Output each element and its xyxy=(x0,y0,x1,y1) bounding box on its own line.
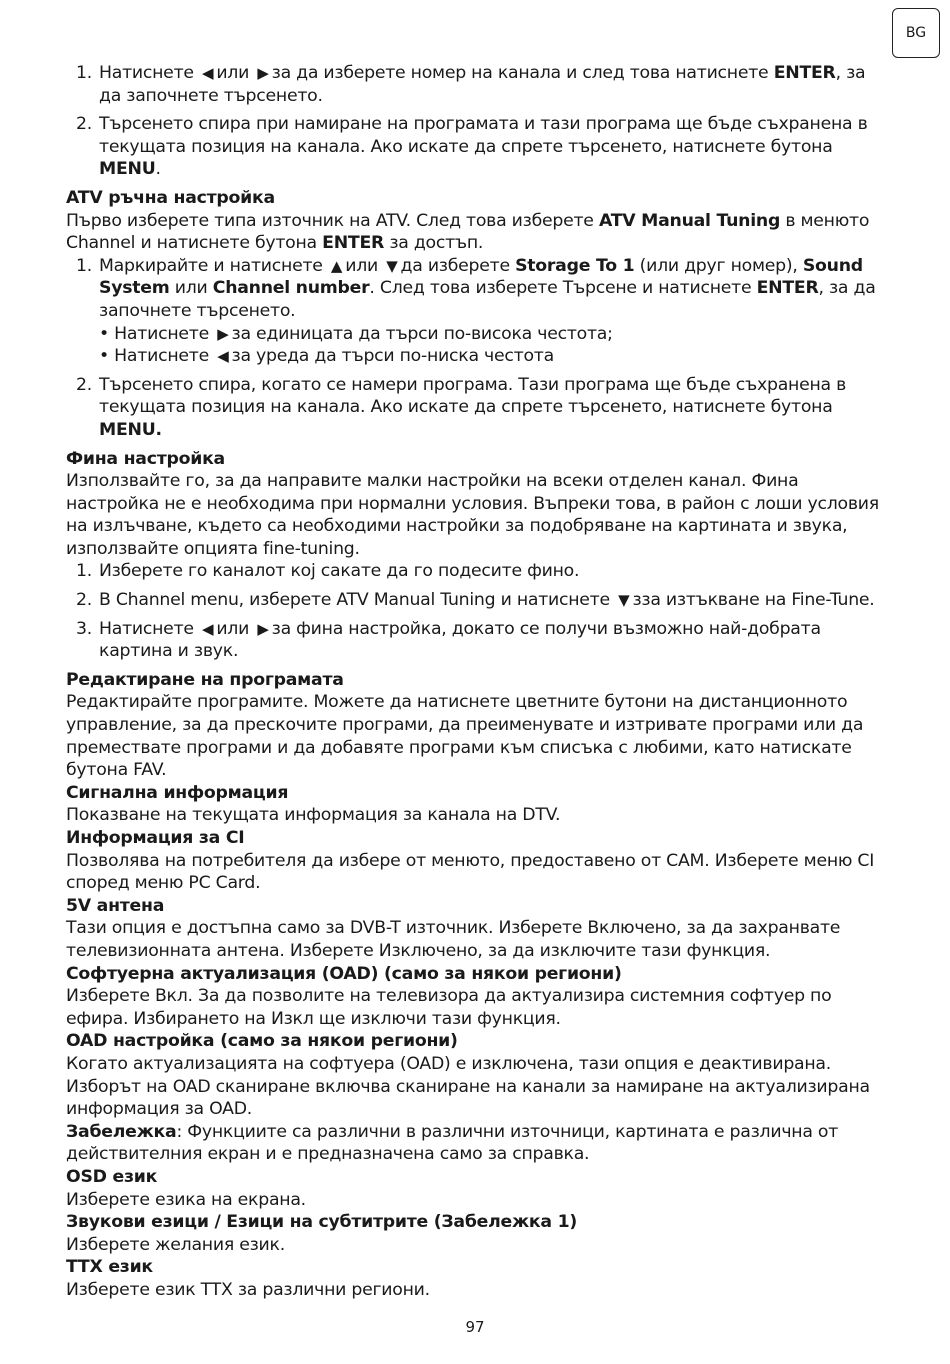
section-paragraph: Изберете езика на екрана. xyxy=(66,1189,306,1210)
text: Търсенето спира при намиране на програмата и тази програма ще бъде съхранена в текущата позиция на канала. Ако искате да спрете търсенето, натиснете бутона xyxy=(99,114,868,157)
list-number: 2. xyxy=(76,374,92,395)
text: Изберете го каналот кој сакате да го подесите фино. xyxy=(99,561,580,582)
text: за фина настройка, докато се получи възможно най-добрата картина и звук. xyxy=(99,618,821,662)
text: да изберете xyxy=(400,255,510,276)
section-paragraph: Използвайте го, за да направите малки настройки на всеки отделен канал. Фина настройка не е необходима при нормални условия. Въпреки това, в район с лоши условия на излъчване, където са необходими настройки за подобряване на картината и звука, използвайте опцията fine-tuning. xyxy=(66,471,879,559)
text: Натиснете xyxy=(99,63,194,83)
section-heading: ATV ръчна настройка xyxy=(66,187,275,208)
enter-key-label: ENTER xyxy=(322,233,385,254)
arrow-right-icon: ▶ xyxy=(257,619,269,638)
note-label: Забележка xyxy=(66,1121,177,1142)
text: или xyxy=(216,618,250,639)
section-heading: Фина настройка xyxy=(66,448,225,469)
section-paragraph: Показване на текущата информация за канала на DTV. xyxy=(66,805,561,826)
text: или xyxy=(174,278,208,299)
list-item xyxy=(66,589,888,612)
list-item xyxy=(66,62,888,107)
list-number: 2. xyxy=(76,590,92,611)
menu-item-label: ATV Manual Tuning xyxy=(598,210,781,231)
menu-key-label: MENU. xyxy=(99,419,162,440)
text: . xyxy=(155,159,161,180)
option-label: Storage To 1 xyxy=(515,255,635,276)
text: Маркирайте и натиснете xyxy=(99,255,323,276)
fine-tune-steps-list xyxy=(66,560,888,662)
text: или xyxy=(216,63,250,83)
list-item xyxy=(66,113,888,181)
text: в менюто Channel и натиснете бутона xyxy=(66,210,870,254)
section-paragraph: Тази опция е достъпна само за DVB-T източник. Изберете Включено, за да захранвате телевизионната антена. Изберете Изключено, за да изключите тази функция. xyxy=(66,918,841,961)
section-heading: 5V антена xyxy=(66,895,165,916)
arrow-left-icon: ◀ xyxy=(202,64,214,82)
section-paragraph: Изберете език TTX за различни региони. xyxy=(66,1279,430,1300)
list-number: 1. xyxy=(76,63,92,83)
section-paragraph: Изберете желания език. xyxy=(66,1234,285,1255)
note-paragraph xyxy=(66,1121,888,1166)
text: за единицата да търси по-висока честота; xyxy=(231,323,613,344)
text: • Натиснете xyxy=(99,346,209,367)
text: (или друг номер), xyxy=(639,255,798,276)
text: , за да започнете търсенето. xyxy=(99,278,876,321)
document-body xyxy=(66,62,888,1301)
section-heading: OAD настройка (само за някои региони) xyxy=(66,1031,458,1052)
language-badge: BG xyxy=(892,8,940,58)
text: , за да започнете търсенето. xyxy=(99,63,866,106)
text: за уреда да търси по-ниска честота xyxy=(231,346,554,367)
section-paragraph: Редактирайте програмите. Можете да натиснете цветните бутони на дистанционното управление, за да прескочите програми, да преименувате и изтривате програми или да премествате програми и да добавяте програми към списъка с любими, като натискате бутона FAV. xyxy=(66,692,864,781)
arrow-up-icon: ▲ xyxy=(330,256,343,275)
bullet-item xyxy=(99,345,888,368)
text: Първо изберете типа източник на ATV. След това изберете xyxy=(66,210,594,231)
section-paragraph: Когато актуализацията на софтуера (OAD) е изключена, тази опция е деактивирана. Изборът на OAD сканиране включва сканиране на канали за намиране на актуализирана информация за OAD. xyxy=(66,1053,870,1120)
arrow-right-icon: ▶ xyxy=(217,324,229,343)
list-item xyxy=(66,618,888,663)
atv-steps-list xyxy=(66,255,888,442)
section-heading: TTX език xyxy=(66,1257,153,1278)
menu-key-label: MENU xyxy=(99,159,156,180)
text: за да изберете номер на канала и след това натиснете xyxy=(271,63,769,83)
search-steps-list xyxy=(66,62,888,181)
list-item xyxy=(66,560,888,583)
arrow-right-icon: ▶ xyxy=(257,64,269,82)
text: : Функциите са различни в различни източници, картината е различна от действителния екран и е предназначена само за справка. xyxy=(66,1121,839,1165)
enter-key-label: ENTER xyxy=(773,63,836,83)
text: • Натиснете xyxy=(99,323,209,344)
text: или xyxy=(345,255,378,276)
arrow-left-icon: ◀ xyxy=(217,347,229,366)
text: Търсенето спира, когато се намери програма. Тази програма ще бъде съхранена в текущата позиция на канала. Ако искате да спрете търсенето, натиснете бутона xyxy=(99,374,847,418)
option-label: Sound System xyxy=(99,255,863,299)
list-number: 1. xyxy=(76,561,92,582)
section-heading: Софтуерна актуализация (OAD) (само за някои региони) xyxy=(66,963,622,984)
bullet-item xyxy=(99,323,888,346)
text: за достъп. xyxy=(389,233,484,254)
text: Натиснете xyxy=(99,618,194,639)
list-number: 1. xyxy=(76,255,92,276)
enter-key-label: ENTER xyxy=(756,278,819,299)
section-paragraph xyxy=(66,210,888,255)
section-paragraph: Позволява на потребителя да избере от менюто, предоставено от CAM. Изберете меню CI според меню PC Card. xyxy=(66,850,875,894)
list-number: 2. xyxy=(76,114,92,135)
section-heading: Редактиране на програмата xyxy=(66,669,344,690)
section-heading: Сигнална информация xyxy=(66,782,289,803)
arrow-down-icon: ▼ xyxy=(386,256,398,275)
arrow-down-icon: ▼ xyxy=(618,591,630,610)
arrow-left-icon: ◀ xyxy=(202,619,214,638)
section-heading: OSD език xyxy=(66,1166,158,1187)
text: В Channel menu, изберете ATV Manual Tuning и натиснете xyxy=(99,590,610,611)
section-heading: Информация за CI xyxy=(66,828,245,848)
section-paragraph: Изберете Вкл. За да позволите на телевизора да актуализира системния софтуер по ефира. Избирането на Изкл ще изключи тази функция. xyxy=(66,986,832,1029)
text: зза изтъкване на Fine-Tune. xyxy=(632,590,875,611)
text: . След това изберете Търсене и натиснете xyxy=(369,278,752,299)
option-label: Channel number xyxy=(212,278,370,299)
list-number: 3. xyxy=(76,618,92,639)
list-item xyxy=(66,255,888,368)
list-item xyxy=(66,374,888,442)
page-number: 97 xyxy=(465,1318,485,1336)
section-heading: Звукови езици / Езици на субтитрите (Забележка 1) xyxy=(66,1212,578,1233)
